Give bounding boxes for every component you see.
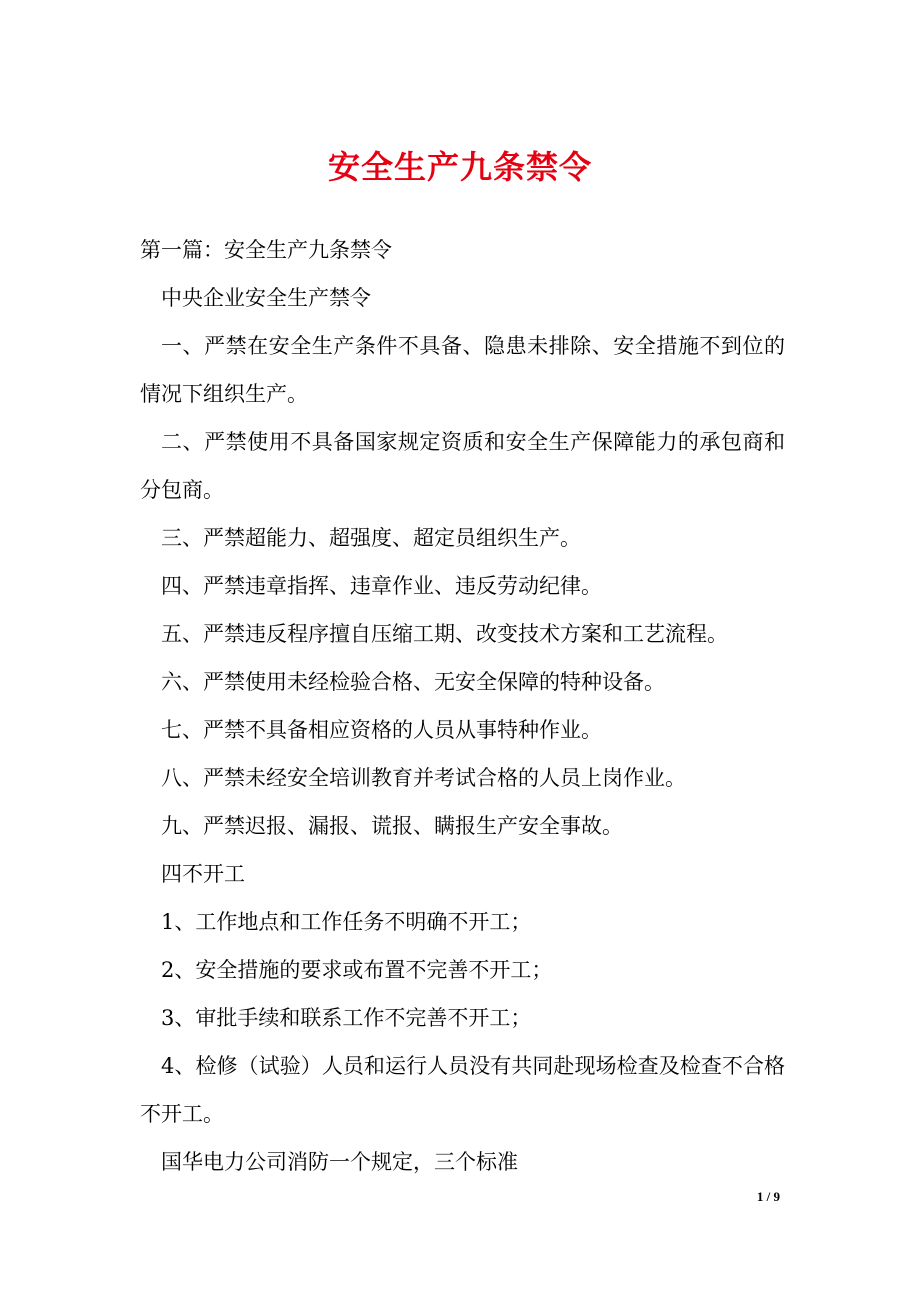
- rule-item-4: 四、严禁违章指挥、违章作业、违反劳动纪律。: [161, 574, 602, 598]
- condition-item-4: 4、检修（试验）人员和运行人员没有共同赴现场检查及检查不合格不开工。: [140, 1054, 785, 1126]
- subsection-heading-four-no-start: 四不开工: [161, 862, 245, 886]
- condition-item-2: 2、安全措施的要求或布置不完善不开工；: [161, 958, 553, 982]
- rule-item-6: 六、严禁使用未经检验合格、无安全保障的特种设备。: [161, 670, 665, 694]
- rule-item-3: 三、严禁超能力、超强度、超定员组织生产。: [161, 526, 581, 550]
- rule-item-1: 一、严禁在安全生产条件不具备、隐患未排除、安全措施不到位的情况下组织生产。: [140, 334, 785, 406]
- condition-item-3: 3、审批手续和联系工作不完善不开工；: [161, 1006, 532, 1030]
- document-body: [140, 226, 785, 1186]
- condition-item-1: 1、工作地点和工作任务不明确不开工；: [161, 910, 532, 934]
- rule-item-7: 七、严禁不具备相应资格的人员从事特种作业。: [161, 718, 602, 742]
- rule-item-9: 九、严禁迟报、漏报、谎报、瞒报生产安全事故。: [161, 814, 623, 838]
- rule-item-2: 二、严禁使用不具备国家规定资质和安全生产保障能力的承包商和分包商。: [140, 430, 785, 502]
- rule-item-8: 八、严禁未经安全培训教育并考试合格的人员上岗作业。: [161, 766, 686, 790]
- document-title: 安全生产九条禁令: [327, 148, 592, 186]
- section-heading: 第一篇：安全生产九条禁令: [140, 238, 392, 262]
- page-number: 1 / 9: [756, 1189, 780, 1204]
- subsection-heading-fire-safety: 国华电力公司消防一个规定，三个标准: [161, 1150, 518, 1174]
- rule-item-5: 五、严禁违反程序擅自压缩工期、改变技术方案和工艺流程。: [161, 622, 728, 646]
- subsection-heading: 中央企业安全生产禁令: [161, 286, 371, 310]
